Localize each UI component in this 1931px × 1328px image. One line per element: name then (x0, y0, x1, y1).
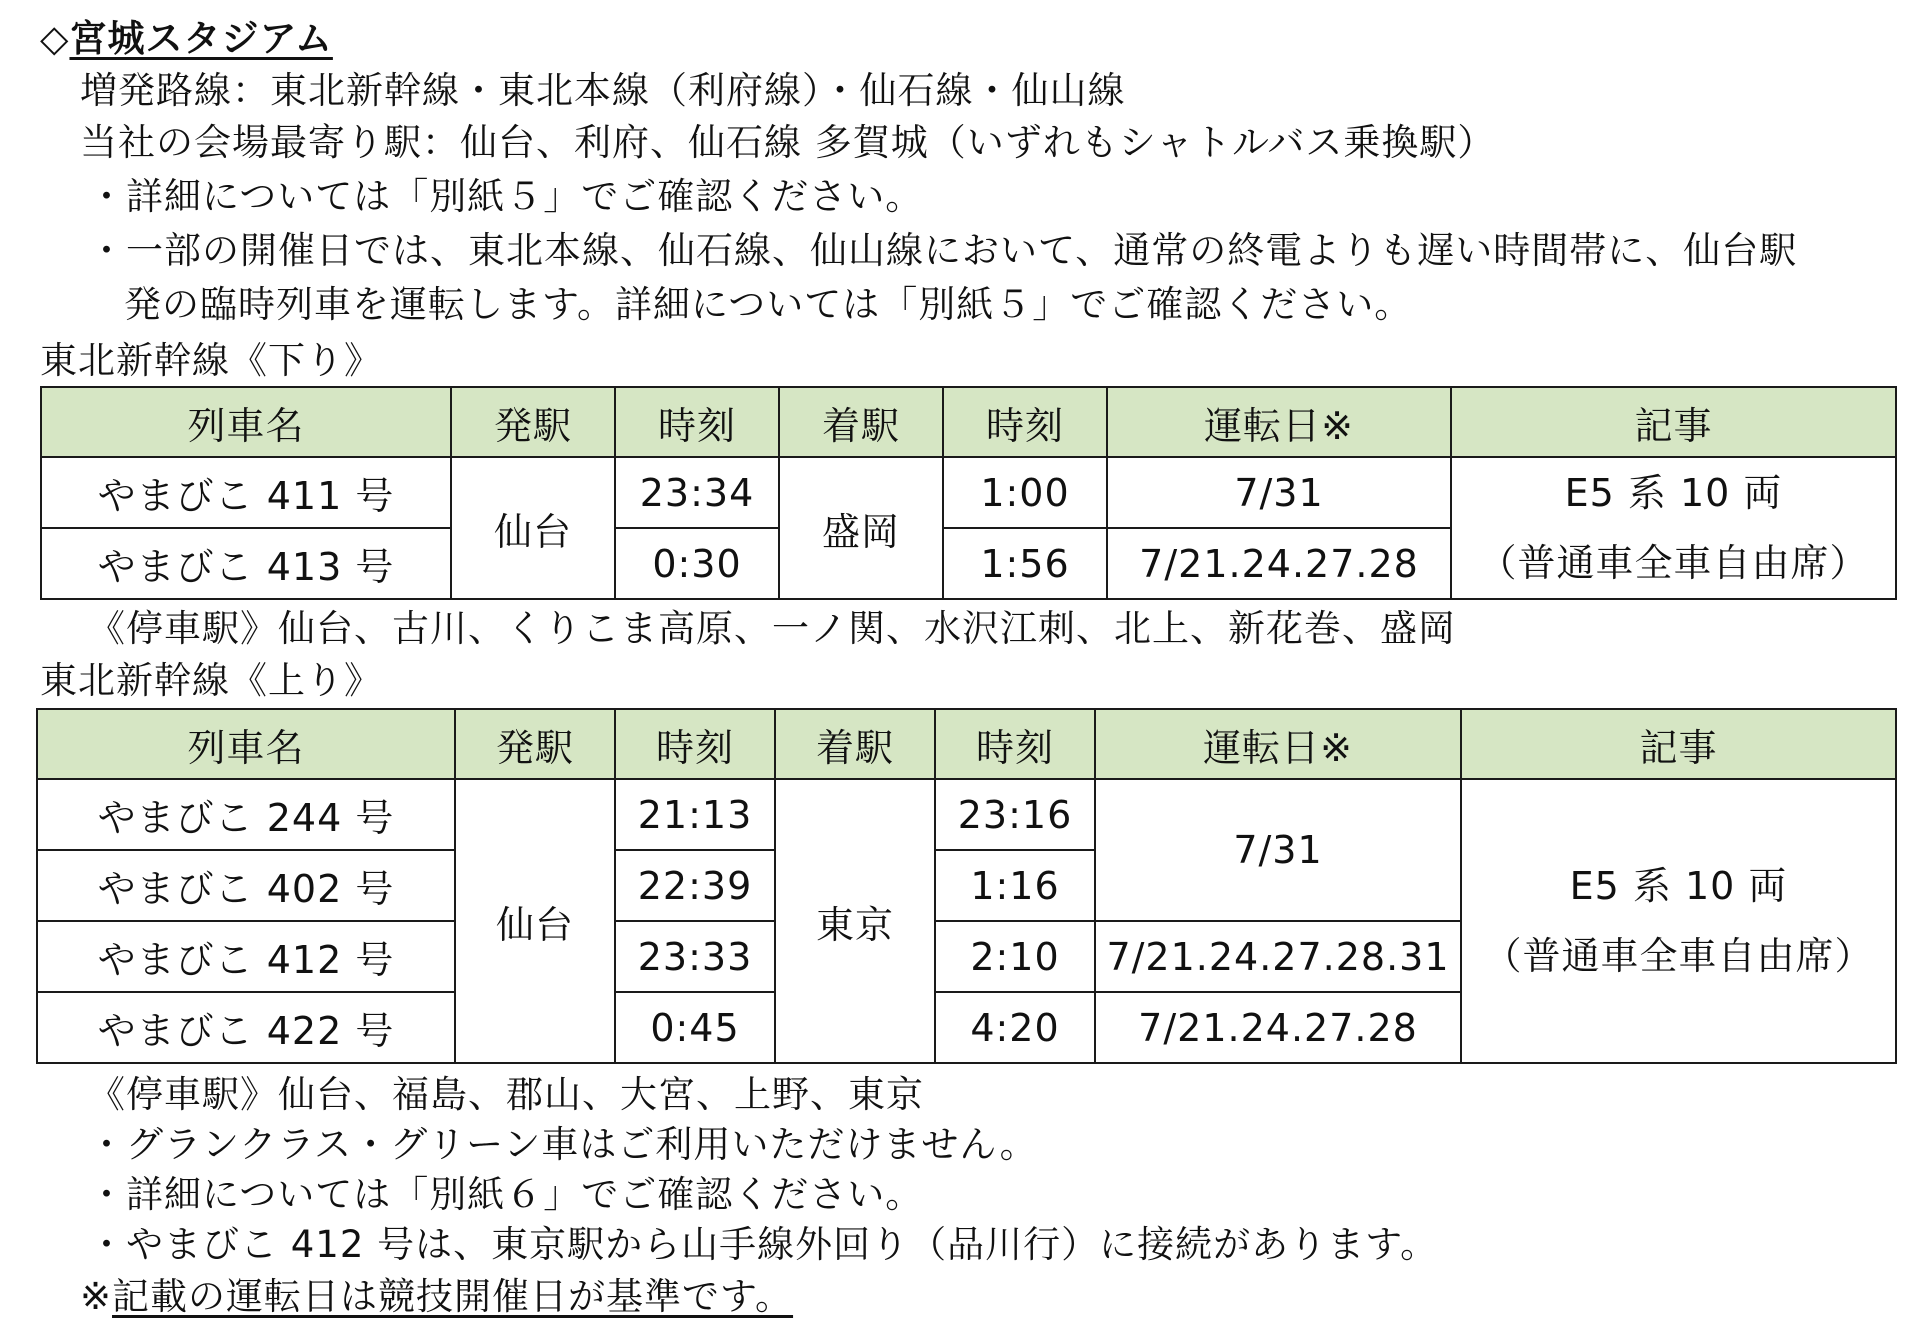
departure-time-cell: 21:13 (615, 779, 775, 850)
arrival-time-cell: 1:00 (943, 457, 1107, 528)
operating-days-cell: 7/21.24.27.28.31 (1095, 921, 1461, 992)
note-asterisk: ※ (80, 1275, 113, 1318)
intro-bullet: ・一部の開催日では、東北本線、仙石線、仙山線において、通常の終電よりも遅い時間帯に、仙台駅 (88, 229, 1798, 272)
remark-line: E5 系 10 両 (1564, 471, 1783, 515)
train-name-cell: やまびこ 422 号 (37, 992, 455, 1063)
header-cell: 時刻 (615, 387, 779, 457)
intro-bullet: ・詳細については「別紙５」でご確認ください。 (88, 175, 924, 218)
header-cell: 運転日※ (1107, 387, 1451, 457)
remark-line: E5 系 10 両 (1569, 864, 1788, 908)
down-stops: 《停車駅》仙台、古川、くりこま高原、一ノ関、水沢江刺、北上、新花巻、盛岡 (88, 607, 1456, 650)
arrival-time-cell: 4:20 (935, 992, 1095, 1063)
train-name-cell: やまびこ 413 号 (41, 528, 451, 599)
header-cell: 着駅 (779, 387, 943, 457)
up-timetable (36, 708, 1897, 1064)
train-name-cell: やまびこ 402 号 (37, 850, 455, 921)
train-name-cell: やまびこ 411 号 (41, 457, 451, 528)
departure-time-cell: 0:45 (615, 992, 775, 1063)
routes-line (80, 66, 1126, 116)
arrival-station-cell: 盛岡 (779, 457, 943, 599)
arrival-time-cell: 23:16 (935, 779, 1095, 850)
operating-days-cell: 7/31 (1107, 457, 1451, 528)
train-name-cell: やまびこ 244 号 (37, 779, 455, 850)
operating-days-cell: 7/21.24.27.28 (1095, 992, 1461, 1063)
train-name-cell: やまびこ 412 号 (37, 921, 455, 992)
table-row (37, 779, 1896, 850)
title-text: 宮城スタジアム (69, 17, 333, 60)
footer-bullet: ・やまびこ 412 号は、東京駅から山手線外回り（品川行）に接続があります。 (88, 1223, 1439, 1266)
departure-station-cell: 仙台 (451, 457, 615, 599)
arrival-station-cell: 東京 (775, 779, 935, 1063)
header-cell: 時刻 (943, 387, 1107, 457)
header-cell: 列車名 (41, 387, 451, 457)
departure-time-cell: 0:30 (615, 528, 779, 599)
header-cell: 時刻 (615, 709, 775, 779)
remarks-cell (1451, 457, 1896, 599)
up-stops: 《停車駅》仙台、福島、郡山、大宮、上野、東京 (88, 1073, 924, 1116)
departure-time-cell: 22:39 (615, 850, 775, 921)
header-cell: 運転日※ (1095, 709, 1461, 779)
operating-day-note (80, 1272, 793, 1322)
footer-bullet: ・グランクラス・グリーン車はご利用いただけません。 (88, 1123, 1038, 1166)
up-heading: 東北新幹線《上り》 (40, 659, 382, 702)
header-cell: 時刻 (935, 709, 1095, 779)
header-cell: 発駅 (451, 387, 615, 457)
section-title (40, 14, 333, 64)
header-cell: 着駅 (775, 709, 935, 779)
arrival-time-cell: 1:16 (935, 850, 1095, 921)
table-header-row (37, 709, 1896, 779)
down-heading: 東北新幹線《下り》 (40, 339, 382, 382)
header-cell: 記事 (1461, 709, 1896, 779)
departure-time-cell: 23:33 (615, 921, 775, 992)
footer-bullet: ・詳細については「別紙６」でご確認ください。 (88, 1173, 924, 1216)
header-cell: 記事 (1451, 387, 1896, 457)
remark-line: （普通車全車自由席） (1478, 541, 1869, 585)
remark-line: （普通車全車自由席） (1483, 934, 1874, 978)
table-row (41, 457, 1896, 528)
operating-days-cell: 7/21.24.27.28 (1107, 528, 1451, 599)
nearest-station-line (80, 118, 1495, 168)
nearest-value: 仙台、利府、仙石線 多賀城（いずれもシャトルバス乗換駅） (460, 121, 1496, 164)
arrival-time-cell: 2:10 (935, 921, 1095, 992)
operating-days-cell: 7/31 (1095, 779, 1461, 921)
departure-station-cell: 仙台 (455, 779, 615, 1063)
down-timetable (40, 386, 1897, 600)
remarks-cell (1461, 779, 1896, 1063)
header-cell: 発駅 (455, 709, 615, 779)
nearest-label: 当社の会場最寄り駅： (80, 121, 460, 164)
diamond-marker: ◇ (40, 17, 70, 60)
arrival-time-cell: 1:56 (943, 528, 1107, 599)
note-text: 記載の運転日は競技開催日が基準です。 (112, 1275, 794, 1318)
routes-value: 東北新幹線・東北本線（利府線）・仙石線・仙山線 (270, 69, 1126, 112)
table-header-row (41, 387, 1896, 457)
departure-time-cell: 23:34 (615, 457, 779, 528)
intro-bullet-continuation: 発の臨時列車を運転します。詳細については「別紙５」でご確認ください。 (124, 283, 1413, 326)
header-cell: 列車名 (37, 709, 455, 779)
routes-label: 増発路線： (80, 69, 270, 112)
